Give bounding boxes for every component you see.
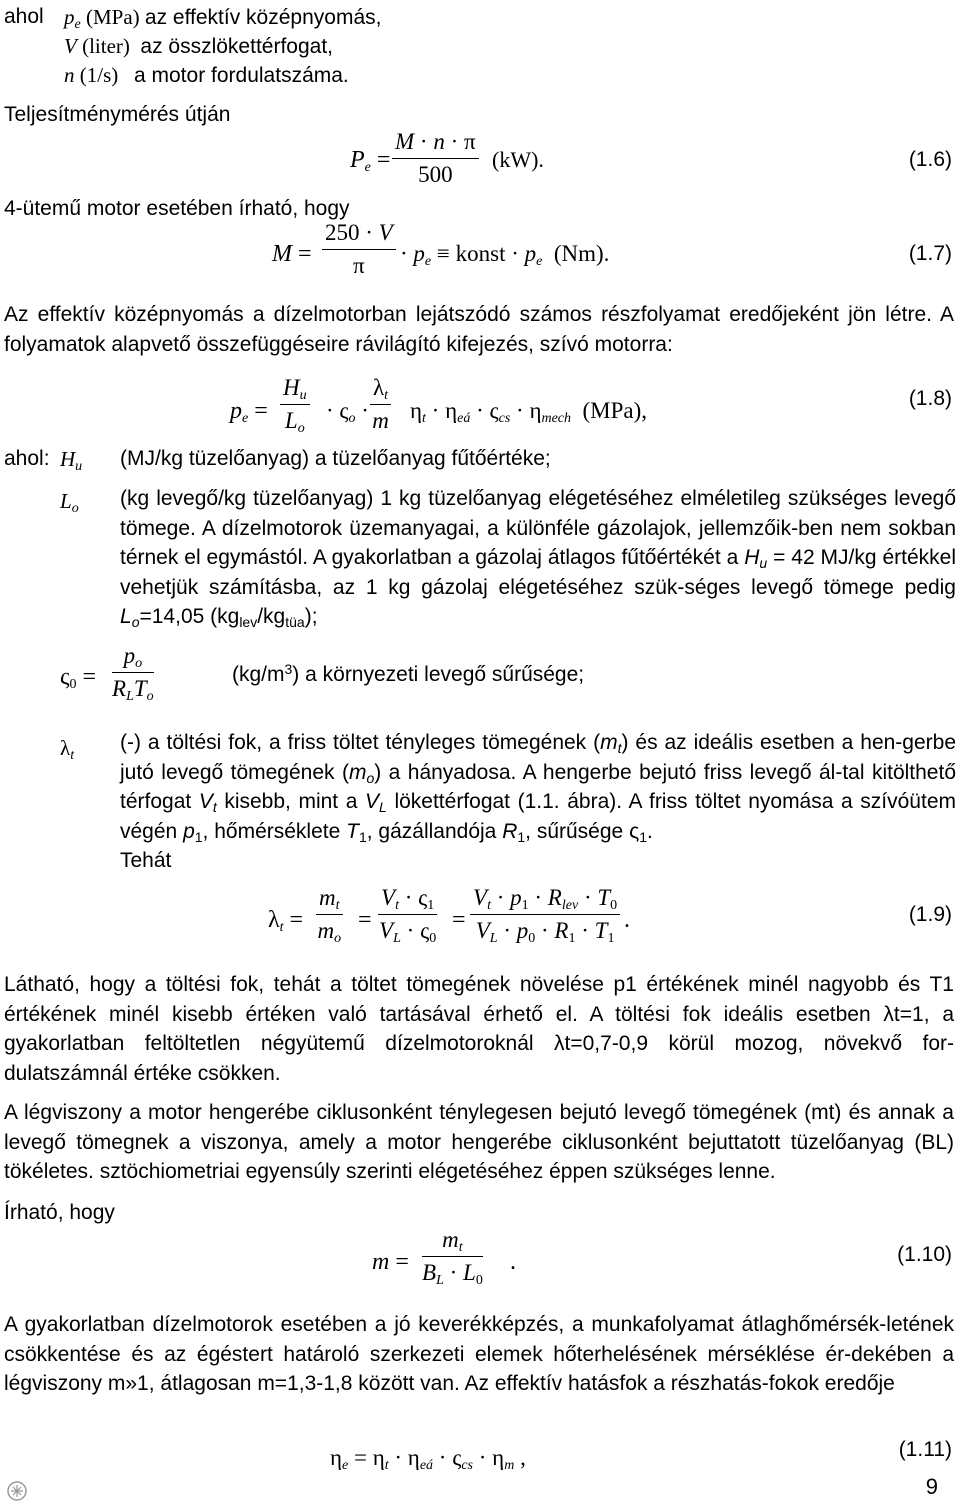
ahol-label-top: ahol bbox=[4, 5, 44, 28]
ahol-label-main: ahol: bbox=[4, 447, 50, 470]
eq-number-1-9: (1.9) bbox=[908, 903, 952, 926]
text-four-stroke: 4-ütemű motor esetében írható, hogy bbox=[4, 197, 350, 220]
text-irhato: Írható, hogy bbox=[4, 1201, 115, 1224]
desc-rho: $(kg/m^3)$ a környezeti levegő sűrűsége; bbox=[232, 661, 585, 686]
desc-lambda-t: (-) a töltési fok, a friss töltet tényleges tömegének $(m_t)$ és az ideális esetben a hen-gerbe jutó levegő tömegének $(m_o)$ a hányadosa. A hengerbe bejutó friss levegő ál-tal kitölthető térfogat $V_t$ kisebb, mint a $V_L$ lökettérfogat (1.1. ábra). A friss töltet nyomása a szívóütem végén $p_1$, hőmérséklete $T_1$, gázállandója $R_1$, sűrűsége $\varsigma_1$. Tehát bbox=[120, 731, 957, 872]
desc-lo: (kg levegő/kg tüzelőanyag) 1 kg tüzelőanyag elégetéséhez elméletileg szükséges levegő tömege. A dízelmotorok üzemanyagai, a különféle gázolajok, jellemzőik-ben nem sokban térnek el egymástól. A gyakorlatban a gázolaj átlagos fűtőértékét a $H_u = 42$ MJ/kg értékkel vehetjük számításba, az 1 kg gázolaj elégetéséhez szük-séges levegő tömege pedig $L_o=14,05$ $(kg_{lev}/kg_{tüa})$; bbox=[120, 487, 956, 630]
eq-number-1-8: (1.8) bbox=[908, 387, 952, 410]
symbol-hu: $H_u$ bbox=[60, 447, 83, 474]
page-number: 9 bbox=[925, 1474, 938, 1499]
symbol-lo: $L_o$ bbox=[60, 489, 79, 516]
def-v: V (liter) az összlökettérfogat, bbox=[64, 34, 333, 58]
paragraph-air-ratio: A légviszony a motor hengerébe ciklusonként ténylegesen bejutó levegő tömegének (mt) és annak a levegő tömegnek a viszonya, amely a motor hengerébe ciklusonként bejuttatott tüzelőanyag (BL) tökéletes. sztöchiometriai egyensúly szerinti elégetéséhez éppen szükséges lenne. bbox=[4, 1101, 954, 1183]
text-power-measure: Teljesítménymérés útján bbox=[4, 103, 231, 126]
def-pe: $p_e$ (MPa) az effektív középnyomás, bbox=[64, 5, 382, 32]
paragraph-diesel-practice: A gyakorlatban dízelmotorok esetében a jó keverékképzés, a munkafolyamat átlaghőmérsék-letének csökkentése és az égéstert határoló szerkezeti elemek hőterhelésének mérséklése ér-dekében a légviszony m»1, átlagosan m=1,3-1,8 között van. Az effektív hatásfok a részhatás-fokok eredője bbox=[4, 1313, 954, 1395]
paragraph-effective-pressure: Az effektív középnyomás a dízelmotorban lejátszódó számos részfolyamat eredőjeként jön létre. A folyamatok alapvető összefüggéseire rávilágító kifejezés, szívó motorra: bbox=[4, 303, 954, 356]
paragraph-charge-factor: Látható, hogy a töltési fok, tehát a töltet tömegének növelése p1 értékének minél nagyobb és T1 értékének minél kisebb értéken való tartásával érhető el. A töltési fok ideális esetben λt=1, a gyakorlatban feltöltetlen négyütemű dízelmotoroknál λt=0,7-0,9 körül mozog, növekvő for-dulatszámnál értéke csökken. bbox=[4, 973, 954, 1085]
def-n: n (1/s) a motor fordulatszáma. bbox=[64, 63, 349, 87]
eq-number-1-11: (1.11) bbox=[898, 1438, 952, 1461]
eq-number-1-6: (1.6) bbox=[908, 148, 952, 171]
eq-number-1-7: (1.7) bbox=[908, 242, 952, 265]
desc-hu: (MJ/kg tüzelőanyag) a tüzelőanyag fűtőértéke; bbox=[120, 447, 551, 470]
symbol-lambda-t: $\lambda_t$ bbox=[60, 736, 75, 763]
eq-number-1-10: (1.10) bbox=[897, 1243, 952, 1266]
watermark-icon bbox=[6, 1480, 28, 1502]
